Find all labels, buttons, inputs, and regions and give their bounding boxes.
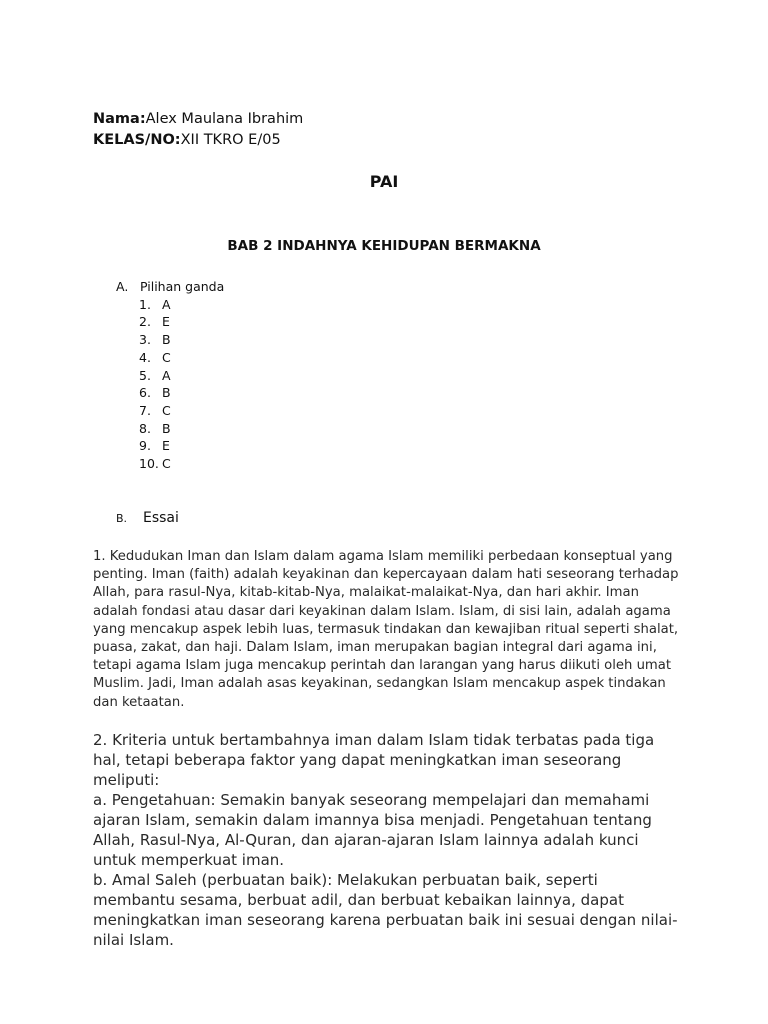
subject-title: PAI bbox=[369, 172, 399, 191]
answer-value: B bbox=[162, 332, 171, 348]
essay-answer-2-point-a: a. Pengetahuan: Semakin banyak seseorang mempelajari dan memahami ajaran Islam, semakin dalam imannya bisa menjadi. Pengetahuan tentang Allah, Rasul-Nya, Al-Quran, dan ajaran-ajaran Islam lainnya adalah kunci untuk memperkuat iman. bbox=[93, 791, 652, 869]
section-a-heading bbox=[116, 278, 224, 296]
answer-number: 4. bbox=[139, 349, 151, 365]
essay-answer-2-point-b: b. Amal Saleh (perbuatan baik): Melakukan perbuatan baik, seperti membantu sesama, berbuat adil, dan berbuat kebaikan lainnya, dapat meningkatkan iman seseorang karena perbuatan baik ini sesuai dengan nilai-nilai Islam. bbox=[93, 871, 678, 949]
essay-answer-2-intro: 2. Kriteria untuk bertambahnya iman dalam Islam tidak terbatas pada tiga hal, tetapi beberapa faktor yang dapat meningkatkan iman seseorang meliputi: bbox=[93, 731, 655, 789]
list-item bbox=[116, 455, 224, 473]
answer-value: B bbox=[162, 420, 171, 436]
list-item bbox=[116, 313, 224, 331]
answer-number: 5. bbox=[139, 367, 151, 383]
class-value: XII TKRO E/05 bbox=[180, 132, 281, 148]
name-value: Alex Maulana Ibrahim bbox=[145, 111, 304, 127]
answer-value: C bbox=[162, 456, 171, 472]
student-header bbox=[93, 109, 303, 151]
section-essay-heading bbox=[116, 510, 179, 526]
answer-value: C bbox=[162, 349, 171, 365]
name-line bbox=[93, 109, 303, 130]
answer-value: E bbox=[162, 438, 170, 454]
list-item bbox=[116, 420, 224, 438]
answer-value: C bbox=[162, 402, 171, 418]
answer-number: 1. bbox=[139, 296, 151, 312]
answer-list bbox=[116, 296, 224, 473]
chapter-title: BAB 2 INDAHNYA KEHIDUPAN BERMAKNA bbox=[227, 238, 541, 254]
answer-number: 2. bbox=[139, 314, 151, 330]
answer-value: A bbox=[162, 367, 171, 383]
section-b-title: Essai bbox=[143, 510, 179, 526]
answer-value: E bbox=[162, 314, 170, 330]
answer-number: 10. bbox=[139, 456, 159, 472]
class-line bbox=[93, 130, 303, 151]
class-label: KELAS/NO: bbox=[93, 132, 181, 148]
essay-answer-2 bbox=[93, 730, 683, 950]
list-item bbox=[116, 384, 224, 402]
answer-value: B bbox=[162, 385, 171, 401]
answer-value: A bbox=[162, 296, 171, 312]
list-item bbox=[116, 367, 224, 385]
answer-number: 9. bbox=[139, 438, 151, 454]
section-a-marker: A. bbox=[116, 279, 129, 294]
answer-number: 8. bbox=[139, 420, 151, 436]
name-label: Nama: bbox=[93, 111, 146, 127]
section-b-marker: B. bbox=[116, 512, 128, 525]
answer-number: 7. bbox=[139, 402, 151, 418]
section-a-title: Pilihan ganda bbox=[140, 279, 225, 294]
list-item bbox=[116, 331, 224, 349]
section-multiple-choice bbox=[116, 278, 224, 473]
answer-number: 6. bbox=[139, 385, 151, 401]
list-item bbox=[116, 296, 224, 314]
list-item bbox=[116, 437, 224, 455]
answer-number: 3. bbox=[139, 332, 151, 348]
list-item bbox=[116, 402, 224, 420]
list-item bbox=[116, 349, 224, 367]
essay-answer-1: 1. Kedudukan Iman dan Islam dalam agama Islam memiliki perbedaan konseptual yang penting. Iman (faith) adalah keyakinan dan kepercayaan dalam hati seseorang terhadap Allah, para rasul-Nya, kitab-kitab-Nya, malaikat-malaikat-Nya, dan hari akhir. Iman adalah fondasi atau dasar dari keyakinan dalam Islam. Islam, di sisi lain, adalah agama yang mencakup aspek lebih luas, termasuk tindakan dan kewajiban ritual seperti shalat, puasa, zakat, dan haji. Dalam Islam, iman merupakan bagian integral dari agama ini, tetapi agama Islam juga mencakup perintah dan larangan yang harus diikuti oleh umat Muslim. Jadi, Iman adalah asas keyakinan, sedangkan Islam mencakup aspek tindakan dan ketaatan. bbox=[93, 549, 679, 710]
